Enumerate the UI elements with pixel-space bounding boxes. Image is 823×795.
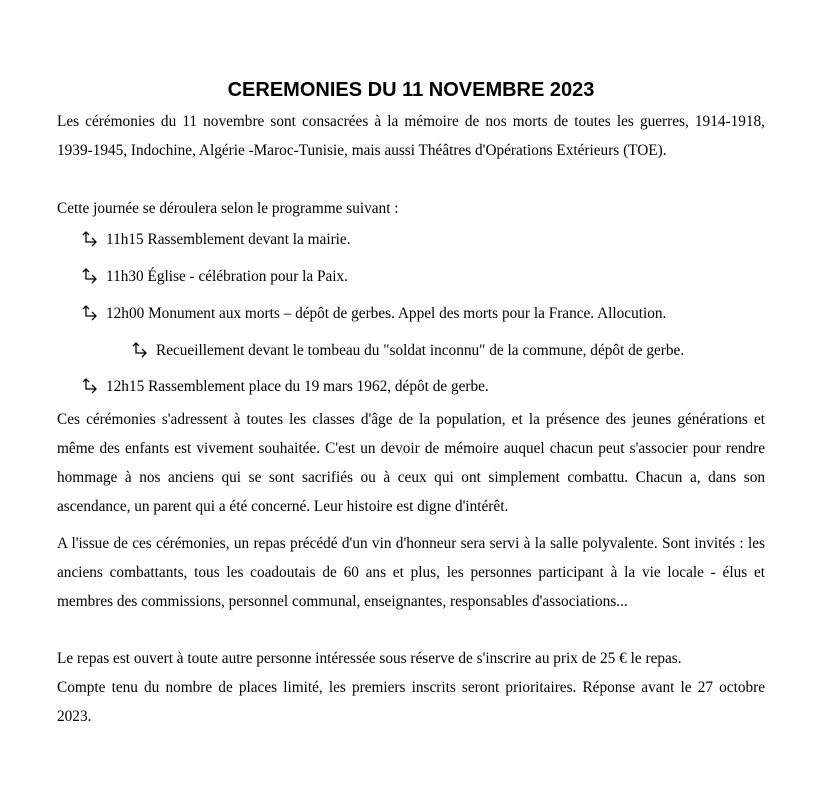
program-item-1130 [82, 262, 348, 291]
program-item-text: 11h30 Église - célébration pour la Paix. [106, 268, 348, 285]
program-item-1215 [82, 372, 489, 401]
program-item-text: 12h15 Rassemblement place du 19 mars 1962, dépôt de gerbe. [106, 378, 489, 395]
arrow-down-right-icon [82, 268, 100, 286]
places-paragraph: Compte tenu du nombre de places limité, les premiers inscrits seront prioritaires. Réponse avant le 27 octobre 2023. [57, 679, 765, 725]
program-item-text: 11h15 Rassemblement devant la mairie. [106, 231, 351, 248]
arrow-down-right-icon [82, 231, 100, 249]
prix-paragraph: Le repas est ouvert à toute autre personne intéressée sous réserve de s'inscrire au prix de 25 € le repas. [57, 650, 682, 667]
arrow-down-right-icon [82, 378, 100, 396]
repas-paragraph: A l'issue de ces cérémonies, un repas précédé d'un vin d'honneur sera servi à la salle polyvalente. Sont invités : les anciens combattants, tous les coadoutais de 60 ans et plus, les personnes participant à la vie locale - élus et membres des commissions, personnel communal, enseignantes, responsables d'associations... [57, 535, 765, 610]
program-item-1200 [82, 299, 666, 328]
program-item-1115 [82, 225, 351, 254]
program-subitem-recueillement [132, 336, 684, 365]
arrow-down-right-icon [82, 305, 100, 323]
program-intro: Cette journée se déroulera selon le programme suivant : [57, 200, 399, 217]
program-item-text: 12h00 Monument aux morts – dépôt de gerbes. Appel des morts pour la France. Allocution. [106, 305, 667, 322]
arrow-down-right-icon [132, 342, 150, 360]
program-item-text: Recueillement devant le tombeau du "soldat inconnu" de la commune, dépôt de gerbe. [156, 342, 685, 359]
page-title: CEREMONIES DU 11 NOVEMBRE 2023 [227, 79, 595, 101]
generations-paragraph: Ces cérémonies s'adressent à toutes les classes d'âge de la population, et la présence des jeunes générations et même des enfants est vivement souhaitée. C'est un devoir de mémoire auquel chacun peut s'associer pour rendre hommage à nos anciens qui se sont sacrifiés ou à ceux qui ont simplement combattu. Chacun a, dans son ascendance, un parent qui a été concerné. Leur histoire est digne d'intérêt. [57, 411, 765, 515]
intro-paragraph: Les cérémonies du 11 novembre sont consacrées à la mémoire de nos morts de toutes les guerres, 1914-1918, 1939-1945, Indochine, Algérie -Maroc-Tunisie, mais aussi Théâtres d'Opérations Extérieurs (TOE). [57, 113, 765, 159]
